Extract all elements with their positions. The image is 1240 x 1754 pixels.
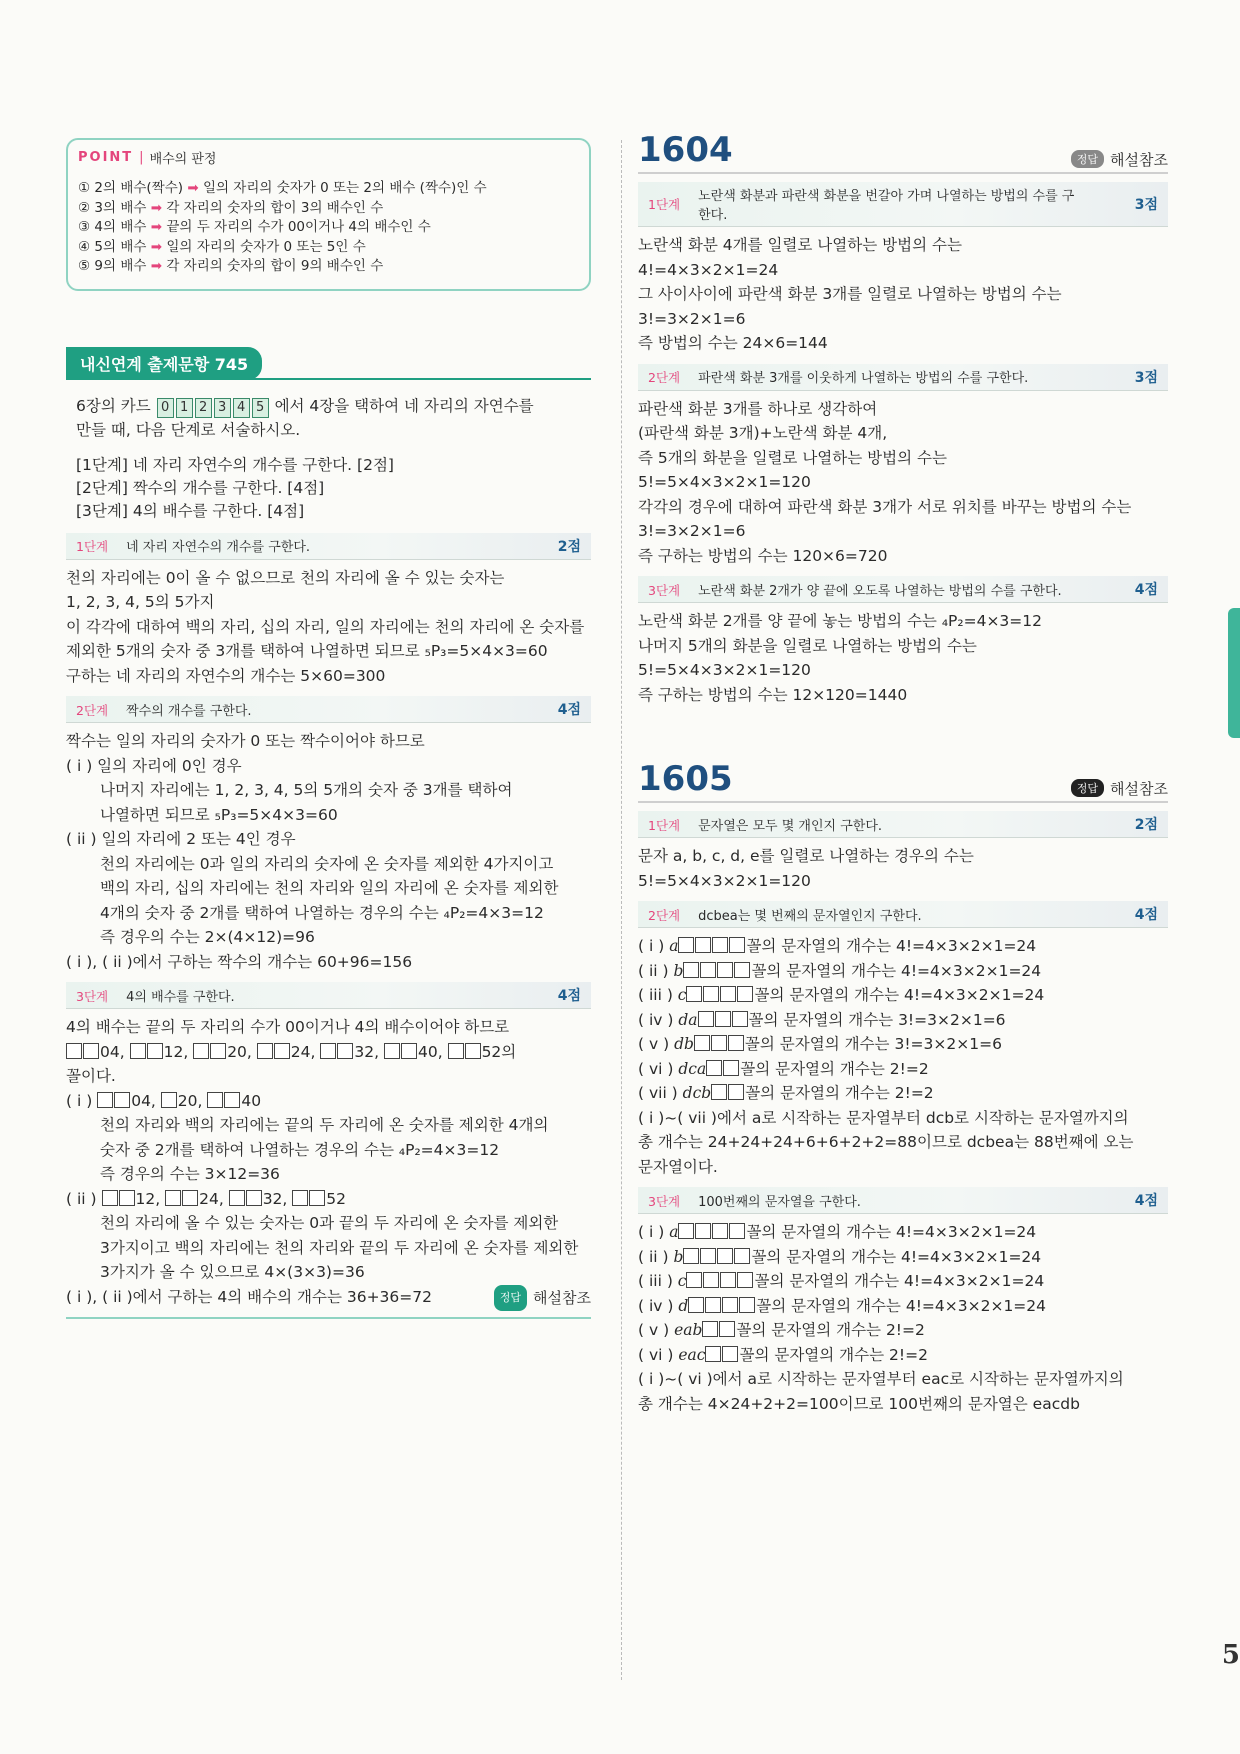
blank-box — [705, 1297, 721, 1313]
blank-box — [700, 1248, 716, 1264]
point-header — [78, 148, 579, 167]
step-bar: 1단계 네 자리 자연수의 개수를 구한다. 2점 — [66, 533, 591, 560]
arrow-icon: ➡ — [150, 238, 163, 255]
step-bar: 2단계 dcbea는 몇 번째의 문자열인지 구한다. 4점 — [638, 901, 1168, 928]
arrow-icon: ➡ — [150, 199, 163, 216]
blank-box — [694, 1035, 710, 1051]
blank-box — [739, 1297, 755, 1313]
solution-text: 파란색 화분 3개를 하나로 생각하여 (파란색 화분 3개)+노란색 화분 4개, 즉 5개의 화분을 일렬로 나열하는 방법의 수는 5!=5×4×3×2×1=120 각각의 경우에 대하여 파란색 화분 3개가 서로 위치를 바꾸는 방법의 수는 3!=3×2×1=6 즉 구하는 방법의 수는 120×6=720 — [638, 399, 1132, 565]
card: 3 — [214, 398, 231, 418]
case-item: ( iv ) da 꼴의 문자열의 개수는 3!=3×2×1=6 — [638, 1010, 1006, 1029]
point-label: POINT — [78, 150, 134, 165]
case-item: ( iii ) c 꼴의 문자열의 개수는 4!=4×3×2×1=24 — [638, 1272, 1045, 1290]
blank-box — [720, 986, 736, 1002]
blank-box — [734, 962, 750, 978]
answer-tag: 정답 — [494, 1285, 527, 1312]
case-item: ( ii ) b 꼴의 문자열의 개수는 4!=4×3×2×1=24 — [638, 1247, 1042, 1266]
blank-box — [719, 1321, 735, 1337]
point-list — [78, 179, 579, 277]
blank-box — [686, 986, 702, 1002]
solution-text: 노란색 화분 4개를 일렬로 나열하는 방법의 수는 4!=4×3×2×1=24 그 사이사이에 파란색 화분 3개를 일렬로 나열하는 방법의 수는 3!=3×2×1=6 즉 방법의 수는 24×6=144 — [638, 236, 1062, 352]
point-box — [66, 138, 591, 291]
problem-header-1604: 1604 정답 해설참조 — [638, 130, 1168, 174]
arrow-icon: ➡ — [187, 180, 199, 196]
case-item: ( v ) db 꼴의 문자열의 개수는 3!=3×2×1=6 — [638, 1035, 1002, 1053]
card: 2 — [195, 398, 212, 418]
point-item: ② 3의 배수 ➡ 각 자리의 숫자의 합이 3의 배수인 수 — [78, 199, 384, 216]
point-item: ③ 4의 배수 ➡ 끝의 두 자리의 수가 00이거나 4의 배수인 수 — [78, 219, 431, 235]
blank-box — [732, 1011, 748, 1027]
side-tab — [1228, 608, 1240, 738]
naesin-banner: 내신연계 출제문항 745 — [66, 347, 262, 380]
case-item: ( iv ) d 꼴의 문자열의 개수는 4!=4×3×2×1=24 — [638, 1296, 1047, 1315]
blank-box — [702, 1321, 718, 1337]
case-item: ( i ) a 꼴의 문자열의 개수는 4!=4×3×2×1=24 — [638, 937, 1037, 955]
answer-tag: 정답 — [1071, 779, 1104, 797]
blank-box — [683, 1248, 699, 1264]
arrow-icon: ➡ — [150, 219, 163, 235]
naesin-problem: 6장의 카드 0 1 2 3 4 5 에서 4장을 택하여 네 자리의 자연수를 만들 때, 다음 단계로 서술하시오. — [76, 396, 534, 439]
step-bar: 3단계 노란색 화분 2개가 양 끝에 오도록 나열하는 방법의 수를 구한다. 4점 — [638, 576, 1168, 603]
answer-tag: 정답 — [1071, 150, 1104, 168]
problem-number: 1605 — [638, 759, 733, 799]
solution-text: ( i )~( vii )에서 a로 시작하는 문자열부터 dcb로 시작하는 문자열까지의 총 개수는 24+24+24+6+6+2+2=88이므로 dcbea는 88번째에 오는 문자열이다. — [638, 1108, 1134, 1176]
blank-box — [705, 1346, 721, 1362]
section-end-rule — [66, 1317, 591, 1319]
blank-box — [728, 1084, 744, 1100]
blank-box — [703, 986, 719, 1002]
solution-text: 노란색 화분 2개를 양 끝에 놓는 방법의 수는 ₄P₂=4×3=12 나머지 5개의 화분을 일렬로 나열하는 방법의 수는 5!=5×4×3×2×1=120 즉 구하는 방법의 수는 12×120=1440 — [638, 612, 1043, 704]
blank-box — [703, 1272, 719, 1288]
page-number: 5 — [1221, 1640, 1240, 1670]
card: 0 — [157, 398, 174, 418]
blank-box — [717, 1248, 733, 1264]
step-bar: 3단계 4의 배수를 구한다. 4점 — [66, 982, 591, 1009]
card: 1 — [176, 398, 193, 418]
blank-box — [686, 1272, 702, 1288]
card: 5 — [252, 398, 269, 418]
solution-text: 문자 a, b, c, d, e를 일렬로 나열하는 경우의 수는 5!=5×4×3×2×1=120 — [638, 847, 974, 890]
solution-text: 천의 자리에는 0이 올 수 없으므로 천의 자리에 올 수 있는 숫자는 1, 2, 3, 4, 5의 5가지 이 각각에 대하여 백의 자리, 십의 자리, 일의 자리에는 천의 자리에 온 숫자를 제외한 5개의 숫자 중 3개를 택하여 나열하면 되므로 ₅P₃=5×4×3=60 구하는 네 자리의 자연수의 개수는 5×60=300 — [66, 568, 585, 685]
case-list — [638, 934, 1168, 1106]
blank-box — [683, 962, 699, 978]
case-item: ( v ) eab 꼴의 문자열의 개수는 2!=2 — [638, 1321, 925, 1339]
naesin-steps — [76, 454, 585, 523]
blank-box — [722, 1346, 738, 1362]
right-column — [638, 130, 1168, 1416]
blank-box — [698, 1011, 714, 1027]
problem-number: 1604 — [638, 130, 733, 170]
blank-box — [712, 937, 728, 953]
solution-text: 4의 배수는 끝의 두 자리의 수가 00이거나 4의 배수이어야 하므로 04, 12, 20, 24, 32, 40, 52의 꼴이다. ( i ) 04, 20, 40 천의 자리와 백의 자리에는 끝의 두 자리에 온 숫자를 제외한 4개의 숫자 중 2개를 택하여 나열하는 경우의 수는 ₄P₂=4×3=12 즉 경우의 수는 3×12=36 ( ii ) 12, 24, 32, 52 천의 자리에 올 수 있는 숫자는 0과 끝의 두 자리에 온 숫자를 제외한 3가지이고 백의 자리에는 천의 자리와 끝의 두 자리에 온 숫자를 제외한 3가지가 올 수 있으므로 4×(3×3)=36 ( i ), ( ii )에서 구하는 4의 배수의 개수는 36+36=72 정답 해설참조 — [66, 1015, 591, 1311]
solution-text: ( i )~( vi )에서 a로 시작하는 문자열부터 eac로 시작하는 문자열까지의 총 개수는 4×24+2+2=100이므로 100번째의 문자열은 eacdb — [638, 1370, 1124, 1413]
case-list — [638, 1220, 1168, 1367]
blank-box — [711, 1084, 727, 1100]
blank-box — [712, 1223, 728, 1239]
column-divider — [621, 140, 622, 1680]
point-item: ⑤ 9의 배수 ➡ 각 자리의 숫자의 합이 9의 배수인 수 — [78, 258, 384, 274]
step-bar: 3단계 100번째의 문자열을 구한다. 4점 — [638, 1187, 1168, 1214]
card-row — [156, 397, 275, 415]
point-title: 배수의 판정 — [149, 152, 217, 167]
blank-box — [715, 1011, 731, 1027]
blank-box — [737, 986, 753, 1002]
blank-box — [723, 1060, 739, 1076]
case-item: ( vii ) dcb 꼴의 문자열의 개수는 2!=2 — [638, 1084, 934, 1102]
case-item: ( vi ) dca 꼴의 문자열의 개수는 2!=2 — [638, 1059, 929, 1078]
blank-box — [729, 937, 745, 953]
problem-header-1605: 1605 정답 해설참조 — [638, 759, 1168, 803]
solution-text: 짝수는 일의 자리의 숫자가 0 또는 짝수이어야 하므로 ( i ) 일의 자리에 0인 경우 나머지 자리에는 1, 2, 3, 4, 5의 5개의 숫자 중 3개를 택하여 나열하면 되므로 ₅P₃=5×4×3=60 ( ii ) 일의 자리에 2 또는 4인 경우 천의 자리에는 0과 일의 자리의 숫자에 온 숫자를 제외한 4가지이고 백의 자리, 십의 자리에는 천의 자리와 일의 자리에 온 숫자를 제외한 4개의 숫자 중 2개를 택하여 나열하는 경우의 수는 ₄P₂=4×3=12 즉 경우의 수는 2×(4×12)=96 ( i ), ( ii )에서 구하는 짝수의 개수는 60+96=156 — [66, 732, 559, 971]
blank-box — [722, 1297, 738, 1313]
arrow-icon: ➡ — [150, 258, 163, 274]
case-item: ( ii ) b 꼴의 문자열의 개수는 4!=4×3×2×1=24 — [638, 961, 1042, 980]
point-item: ① 2의 배수(짝수) ➡ 일의 자리의 숫자가 0 또는 2의 배수 (짝수)인 수 — [78, 180, 487, 196]
step-item: [2단계] 짝수의 개수를 구한다. [4점] — [76, 478, 325, 497]
blank-box — [728, 1035, 744, 1051]
blank-box — [729, 1223, 745, 1239]
point-item: ④ 5의 배수 ➡ 일의 자리의 숫자가 0 또는 5인 수 — [78, 238, 366, 255]
blank-box — [717, 962, 733, 978]
blank-box — [720, 1272, 736, 1288]
step-bar: 2단계 짝수의 개수를 구한다. 4점 — [66, 696, 591, 723]
blank-box — [688, 1297, 704, 1313]
blank-box — [737, 1272, 753, 1288]
case-item: ( i ) a 꼴의 문자열의 개수는 4!=4×3×2×1=24 — [638, 1223, 1037, 1241]
blank-box — [678, 937, 694, 953]
step-item: [3단계] 4의 배수를 구한다. [4점] — [76, 501, 305, 520]
blank-box — [711, 1035, 727, 1051]
blank-box — [734, 1248, 750, 1264]
blank-box — [678, 1223, 694, 1239]
blank-box — [700, 962, 716, 978]
step-bar: 2단계 파란색 화분 3개를 이웃하게 나열하는 방법의 수를 구한다. 3점 — [638, 364, 1168, 391]
card: 4 — [233, 398, 250, 418]
step-bar: 1단계 노란색 화분과 파란색 화분을 번갈아 가며 나열하는 방법의 수를 구한다. 3점 — [638, 182, 1168, 227]
case-item: ( vi ) eac 꼴의 문자열의 개수는 2!=2 — [638, 1345, 928, 1364]
blank-box — [706, 1060, 722, 1076]
ending-list: 04, 12, 20, 24, 32, 40, 52의 — [66, 1040, 591, 1065]
step-bar: 1단계 문자열은 모두 몇 개인지 구한다. 2점 — [638, 811, 1168, 838]
point-separator: | — [139, 150, 144, 165]
step-item: [1단계] 네 자리 자연수의 개수를 구한다. [2점] — [76, 455, 394, 474]
blank-box — [695, 1223, 711, 1239]
blank-box — [695, 937, 711, 953]
case-item: ( iii ) c 꼴의 문자열의 개수는 4!=4×3×2×1=24 — [638, 986, 1045, 1004]
left-column — [66, 130, 591, 1319]
